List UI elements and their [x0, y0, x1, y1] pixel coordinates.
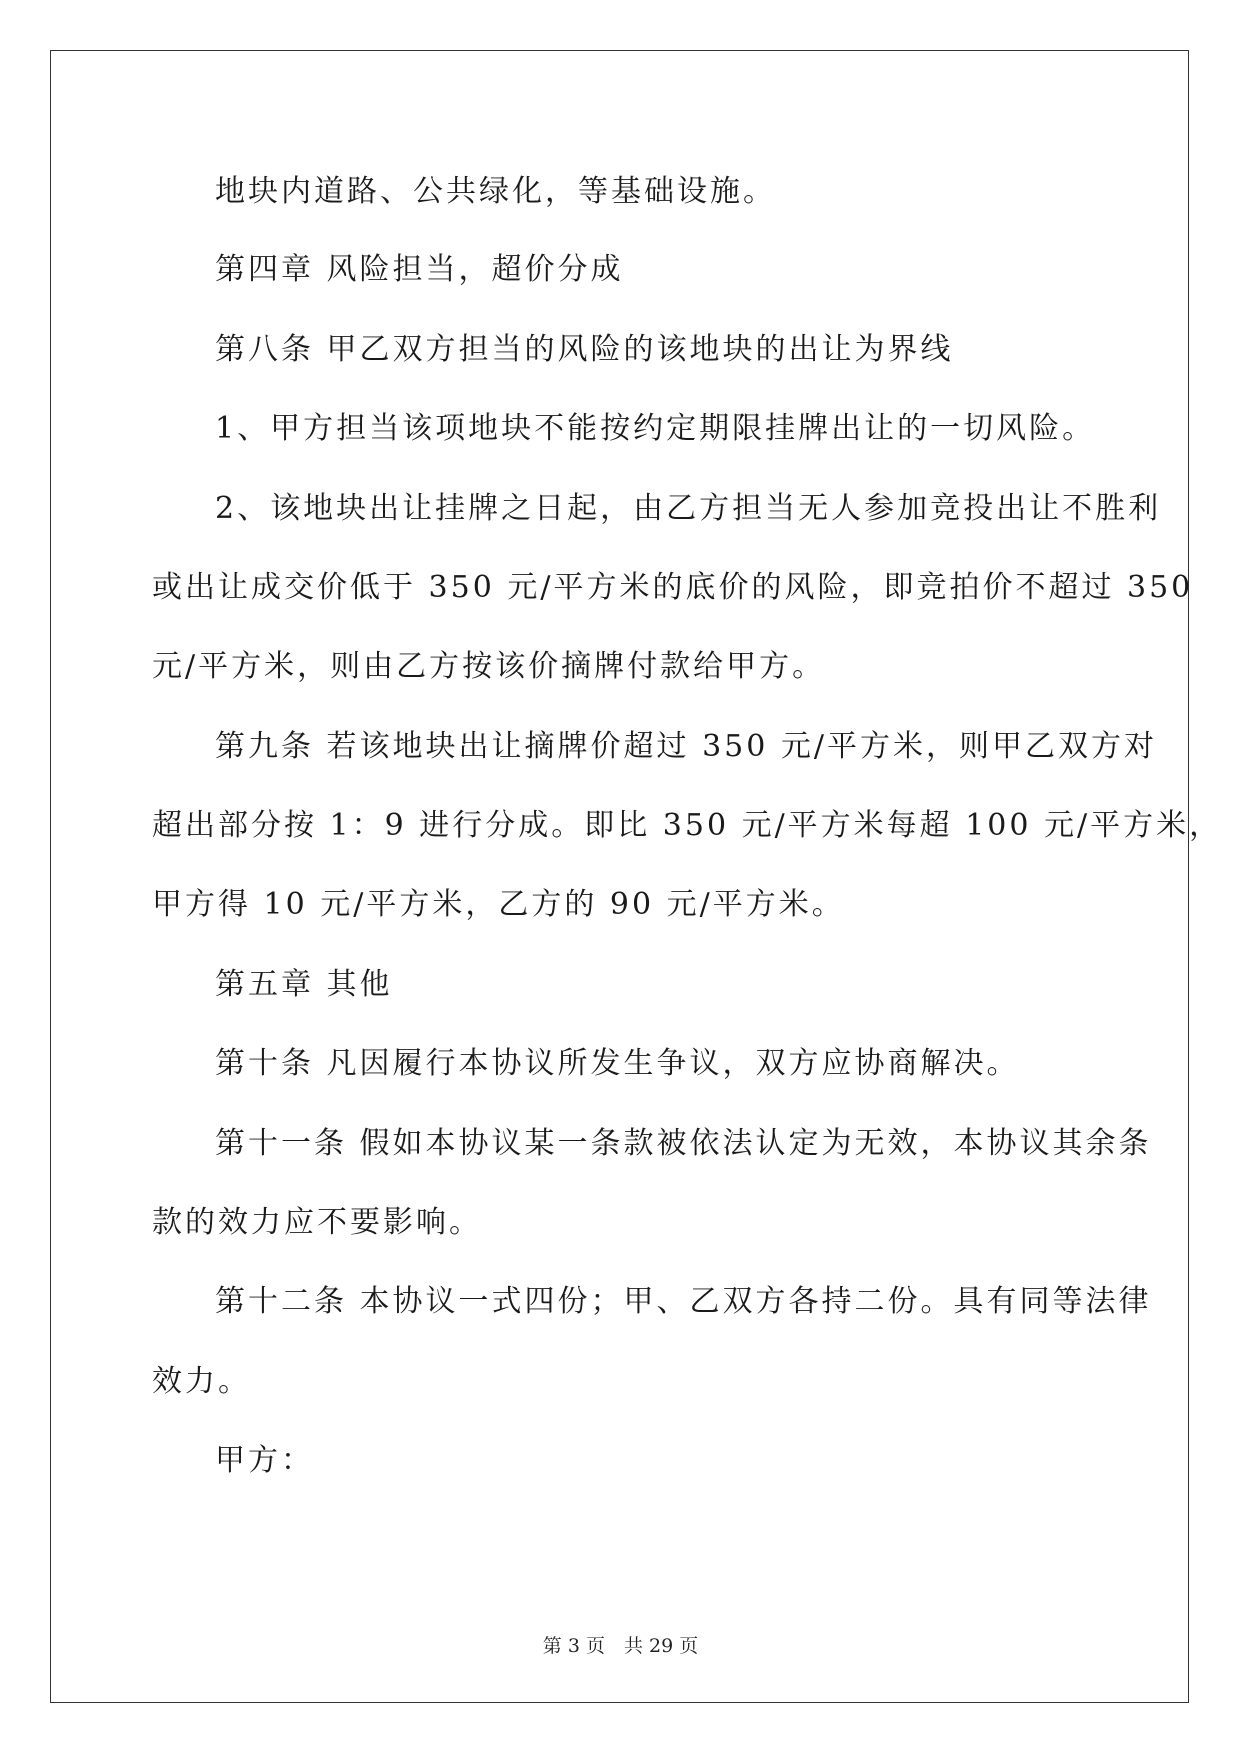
- article-nine-line-2: 超出部分按 1：9 进行分成。即比 350 元/平方米每超 100 元/平方米，: [152, 808, 1223, 843]
- article-eight-item-2-line-2: 或出让成交价低于 350 元/平方米的底价的风险，即竞拍价不超过 350: [152, 570, 1194, 605]
- article-ten: 第十条 凡因履行本协议所发生争议，双方应协商解决。: [215, 1046, 1020, 1081]
- chapter-four-heading: 第四章 风险担当，超价分成: [215, 252, 624, 287]
- article-nine-line-1: 第九条 若该地块出让摘牌价超过 350 元/平方米，则甲乙双方对: [215, 729, 1157, 764]
- page-number-footer: 第 3 页 共 29 页: [542, 1635, 699, 1657]
- article-twelve-line-2: 效力。: [152, 1364, 251, 1399]
- article-nine-line-3: 甲方得 10 元/平方米，乙方的 90 元/平方米。: [152, 887, 845, 922]
- party-a-signature-label: 甲方：: [215, 1443, 314, 1478]
- article-twelve-line-1: 第十二条 本协议一式四份；甲、乙双方各持二份。具有同等法律: [215, 1284, 1152, 1319]
- article-eight-item-1: 1、甲方担当该项地块不能按约定期限挂牌出让的一切风险。: [215, 411, 1096, 446]
- chapter-five-heading: 第五章 其他: [215, 967, 393, 1002]
- paragraph-line-1: 地块内道路、公共绿化，等基础设施。: [215, 174, 776, 209]
- article-eleven-line-1: 第十一条 假如本协议某一条款被依法认定为无效，本协议其余条: [215, 1126, 1152, 1161]
- article-eight-heading: 第八条 甲乙双方担当的风险的该地块的出让为界线: [215, 332, 954, 367]
- article-eight-item-2-line-3: 元/平方米，则由乙方按该价摘牌付款给甲方。: [152, 649, 826, 684]
- article-eight-item-2-line-1: 2、该地块出让挂牌之日起，由乙方担当无人参加竞投出让不胜利: [215, 491, 1162, 526]
- article-eleven-line-2: 款的效力应不要影响。: [152, 1205, 482, 1240]
